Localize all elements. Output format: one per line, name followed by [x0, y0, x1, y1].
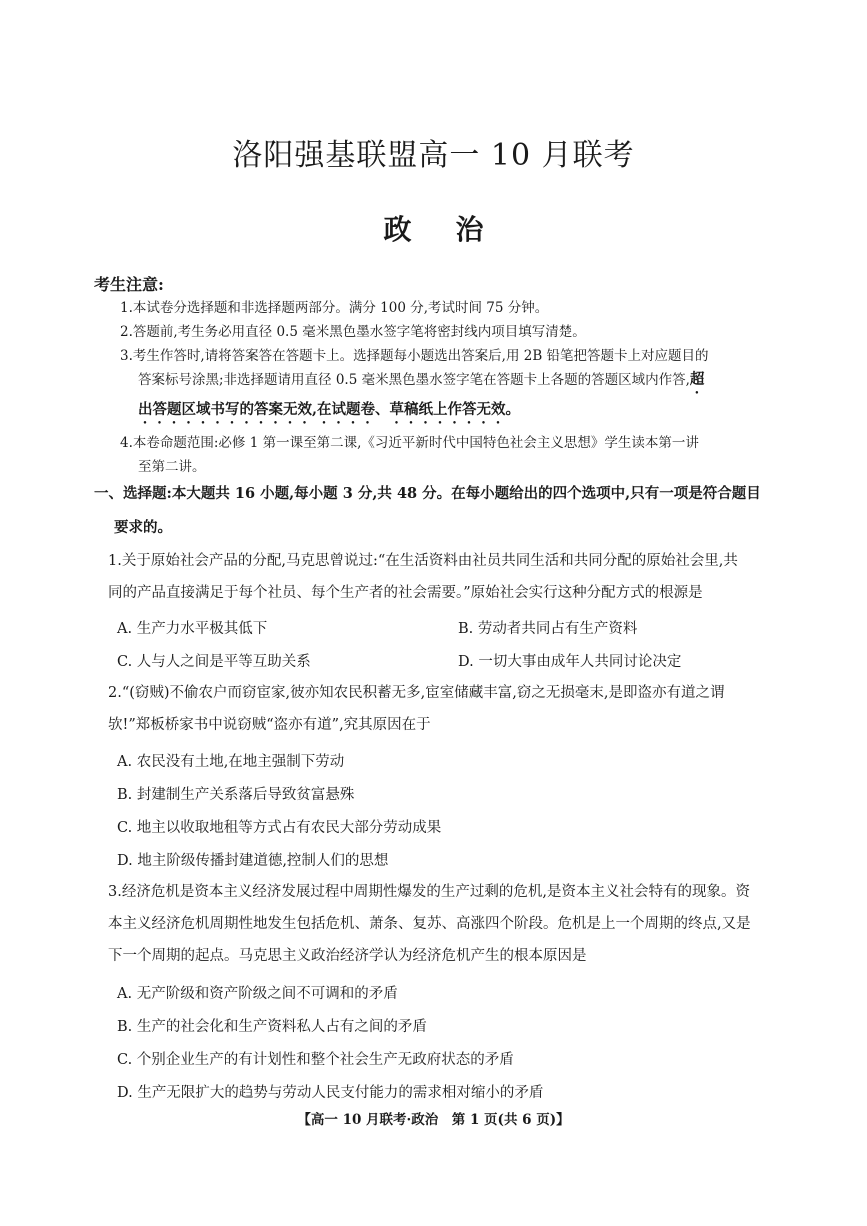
notice-item-continued: 至第二讲。: [138, 459, 206, 475]
option-b[interactable]: B. 生产的社会化和生产资料私人占有之间的矛盾: [117, 1019, 427, 1035]
option-a[interactable]: A. 生产力水平极其低下: [117, 621, 268, 637]
notice-list: [120, 296, 776, 479]
question-stem-line: 1.关于原始社会产品的分配,马克思曾说过:“在生活资料由社员共同生活和共同分配的原始社会里,共: [108, 553, 738, 569]
notice-item: 2.答题前,考生务必用直径 0.5 毫米黑色墨水签字笔将密封线内项目填写清楚。: [120, 324, 586, 340]
section-heading-line: 一、选择题:本大题共 16 小题,每小题 3 分,共 48 分。在每小题给出的四个选项中,只有一项是符合题目: [94, 485, 761, 502]
option-d[interactable]: D. 地主阶级传播封建道德,控制人们的思想: [117, 853, 389, 869]
section-heading: [94, 478, 784, 543]
section-heading-line: 要求的。: [114, 519, 172, 536]
question-stem-line: 2.“(窃贼)不偷农户而窃宦家,彼亦知农民积蓄无多,宦室储藏丰富,窃之无损毫末,是即盗亦有道之谓: [108, 685, 725, 701]
notice-emphasis-text: 出答题区域书写的答案无效,在试题卷、草稿纸上作答无效。: [138, 401, 521, 418]
notice-item: 3.考生作答时,请将答案答在答题卡上。选择题每小题选出答案后,用 2B 铅笔把答题卡上对应题目的: [120, 348, 709, 364]
exam-title: 洛阳强基联盟高一 10 月联考: [232, 138, 635, 173]
subject-title: 政治: [383, 213, 528, 246]
question-stem-line: 同的产品直接满足于每个社员、每个生产者的社会需要。”原始社会实行这种分配方式的根源是: [108, 585, 703, 601]
option-b[interactable]: B. 劳动者共同占有生产资料: [458, 621, 638, 637]
option-d[interactable]: D. 一切大事由成年人共同讨论决定: [458, 654, 682, 670]
notice-heading: 考生注意:: [94, 275, 164, 294]
question-stem-line: 本主义经济危机周期性地发生包括危机、萧条、复苏、高涨四个阶段。危机是上一个周期的终点,又是: [108, 916, 751, 932]
notice-emphasis-text: 超: [689, 371, 705, 388]
page-footer: 【高一 10 月联考·政治 第 1 页(共 6 页)】: [297, 1112, 570, 1128]
option-c[interactable]: C. 个别企业生产的有计划性和整个社会生产无政府状态的矛盾: [117, 1052, 514, 1068]
option-b[interactable]: B. 封建制生产关系落后导致贫富悬殊: [117, 787, 355, 803]
option-a[interactable]: A. 无产阶级和资产阶级之间不可调和的矛盾: [117, 986, 398, 1002]
question-stem-line: 下一个周期的起点。马克思主义政治经济学认为经济危机产生的根本原因是: [108, 948, 587, 964]
question-2: [108, 677, 773, 741]
option-c[interactable]: C. 人与人之间是平等互助关系: [117, 654, 311, 670]
question-3: [108, 876, 773, 972]
notice-item: 4.本卷命题范围:必修 1 第一课至第二课,《习近平新时代中国特色社会主义思想》学生读本第一讲: [120, 435, 699, 451]
option-d[interactable]: D. 生产无限扩大的趋势与劳动人民支付能力的需求相对缩小的矛盾: [117, 1085, 544, 1101]
question-stem-line: 3.经济危机是资本主义经济发展过程中周期性爆发的生产过剩的危机,是资本主义社会特有的现象。资: [108, 884, 750, 900]
question-stem-line: 欤!”郑板桥家书中说窃贼“盗亦有道”,究其原因在于: [108, 717, 431, 733]
notice-item: 1.本试卷分选择题和非选择题两部分。满分 100 分,考试时间 75 分钟。: [120, 300, 549, 316]
notice-item-continued: [120, 368, 776, 397]
notice-text: 答案标号涂黑;非选择题请用直径 0.5 毫米黑色墨水签字笔在答题卡上各题的答题区域内作答,: [138, 372, 690, 388]
option-a[interactable]: A. 农民没有土地,在地主强制下劳动: [117, 754, 345, 770]
option-c[interactable]: C. 地主以收取地租等方式占有农民大部分劳动成果: [117, 820, 442, 836]
question-1: [108, 545, 773, 609]
